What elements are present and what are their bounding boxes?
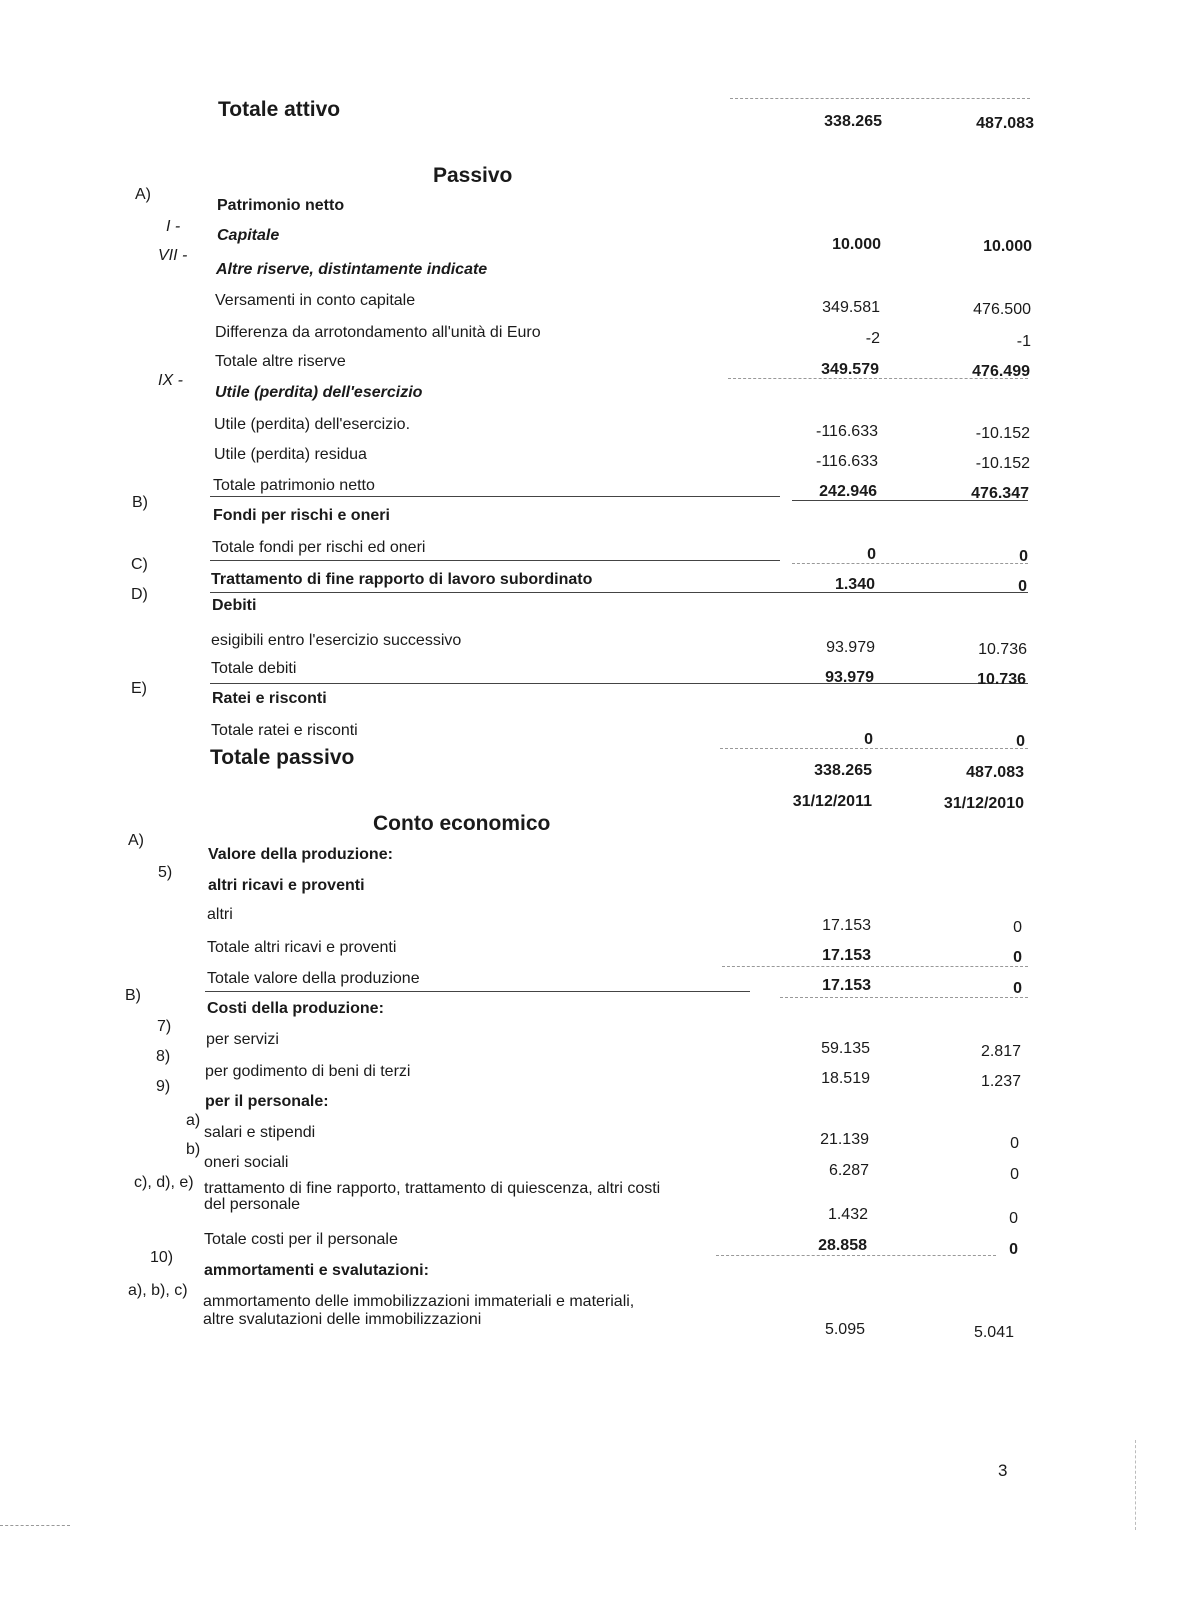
capitale-2011: 10.000 <box>832 236 881 253</box>
totale-attivo-2010: 487.083 <box>976 115 1034 132</box>
esigibili-label: esigibili entro l'esercizio successivo <box>211 632 462 649</box>
utile-esercizio-2011: -116.633 <box>816 423 878 440</box>
esigibili-2010: 10.736 <box>978 641 1027 658</box>
totale-passivo-2010: 487.083 <box>966 764 1024 781</box>
altri-ricavi-label: altri ricavi e proventi <box>208 877 365 894</box>
costi-produzione-label: Costi della produzione: <box>207 1000 384 1017</box>
date-2010: 31/12/2010 <box>943 795 1024 812</box>
rule <box>730 98 1030 99</box>
utile-residua-2010: -10.152 <box>975 455 1030 472</box>
totale-ratei-label: Totale ratei e risconti <box>211 722 358 739</box>
totale-altre-riserve-2010: 476.499 <box>972 363 1030 380</box>
patrimonio-netto-label: Patrimonio netto <box>217 197 345 214</box>
fondi-label: Fondi per rischi e oneri <box>213 507 390 524</box>
passivo-heading: Passivo <box>433 164 513 187</box>
personale-label: per il personale: <box>205 1093 329 1110</box>
salari-2011: 21.139 <box>820 1131 869 1148</box>
tfr-2011: 1.340 <box>834 576 875 593</box>
totale-fondi-2010: 0 <box>1019 548 1028 565</box>
scan-mark <box>0 1525 70 1526</box>
versamenti-label: Versamenti in conto capitale <box>215 292 416 309</box>
totale-altri-ricavi-2011: 17.153 <box>822 947 871 964</box>
totale-debiti-label: Totale debiti <box>211 660 297 677</box>
oneri-sociali-2010: 0 <box>1010 1166 1019 1183</box>
totale-fondi-2011: 0 <box>867 546 876 563</box>
utile-esercizio-2010: -10.152 <box>975 425 1030 442</box>
differenza-2010: -1 <box>1016 333 1031 350</box>
utile-residua-2011: -116.633 <box>816 453 878 470</box>
differenza-2011: -2 <box>865 330 880 347</box>
marker-10: 10) <box>150 1249 174 1266</box>
rule <box>210 560 780 561</box>
marker-5: 5) <box>158 864 173 881</box>
rule <box>210 496 780 497</box>
ammortamento-2010: 5.041 <box>973 1324 1014 1341</box>
marker-b: B) <box>132 494 148 511</box>
totale-valore-produzione-label: Totale valore della produzione <box>207 970 420 987</box>
godimento-2011: 18.519 <box>821 1070 870 1087</box>
totale-altri-ricavi-2010: 0 <box>1013 949 1022 966</box>
salari-2010: 0 <box>1010 1135 1019 1152</box>
ratei-label: Ratei e risconti <box>212 690 327 707</box>
tfr-2010: 0 <box>1018 578 1027 595</box>
date-2011: 31/12/2011 <box>792 793 872 810</box>
marker-vii: VII - <box>158 247 188 264</box>
totale-altre-riserve-label: Totale altre riserve <box>215 353 346 370</box>
trattamento-label-line1: trattamento di fine rapporto, trattamento di quiescenza, altri costi <box>204 1180 661 1197</box>
conto-economico-heading: Conto economico <box>373 812 551 835</box>
debiti-label: Debiti <box>212 597 257 614</box>
oneri-sociali-label: oneri sociali <box>204 1154 289 1171</box>
totale-attivo-2011: 338.265 <box>824 113 882 130</box>
marker-7: 7) <box>157 1018 172 1035</box>
totale-debiti-2010: 10.736 <box>977 671 1026 688</box>
versamenti-2011: 349.581 <box>822 299 880 316</box>
altri-2010: 0 <box>1013 919 1022 936</box>
trattamento-2011: 1.432 <box>827 1206 868 1223</box>
marker-9: 9) <box>156 1078 171 1095</box>
versamenti-2010: 476.500 <box>973 301 1031 318</box>
ammortamento-2011: 5.095 <box>824 1321 865 1338</box>
totale-patrimonio-2011: 242.946 <box>819 483 877 500</box>
servizi-2011: 59.135 <box>821 1040 870 1057</box>
totale-valore-produzione-2011: 17.153 <box>822 977 871 994</box>
utile-esercizio-label: Utile (perdita) dell'esercizio. <box>214 416 411 433</box>
marker-a: A) <box>135 186 151 203</box>
esigibili-2011: 93.979 <box>826 639 875 656</box>
oneri-sociali-2011: 6.287 <box>828 1162 869 1179</box>
capitale-2010: 10.000 <box>983 238 1032 255</box>
capitale-label: Capitale <box>217 227 280 244</box>
totale-valore-produzione-2010: 0 <box>1013 980 1022 997</box>
page-number: 3 <box>998 1461 1008 1480</box>
marker-9cde: c), d), e) <box>134 1174 194 1191</box>
ammortamento-label-line1: ammortamento delle immobilizzazioni immateriali e materiali, <box>203 1293 635 1310</box>
ammortamento-label-line2: altre svalutazioni delle immobilizzazioni <box>203 1311 482 1328</box>
altri-2011: 17.153 <box>822 917 871 934</box>
altri-label: altri <box>207 906 233 923</box>
totale-personale-2010: 0 <box>1009 1241 1018 1258</box>
totale-altre-riserve-2011: 349.579 <box>821 361 879 378</box>
totale-patrimonio-2010: 476.347 <box>971 485 1029 502</box>
servizi-2010: 2.817 <box>980 1043 1021 1060</box>
totale-fondi-label: Totale fondi per rischi ed oneri <box>212 539 426 556</box>
marker-i: I - <box>166 218 181 235</box>
rule <box>205 991 750 992</box>
trattamento-label-line2: del personale <box>204 1196 301 1213</box>
marker-ce-b: B) <box>125 987 141 1004</box>
totale-attivo-label: Totale attivo <box>218 98 341 121</box>
rule <box>210 592 1028 593</box>
marker-e: E) <box>131 680 147 697</box>
marker-d: D) <box>131 586 148 603</box>
totale-ratei-2010: 0 <box>1016 733 1025 750</box>
tfr-label: Trattamento di fine rapporto di lavoro subordinato <box>211 571 593 588</box>
totale-altri-ricavi-label: Totale altri ricavi e proventi <box>207 939 397 956</box>
marker-10abc: a), b), c) <box>128 1282 188 1299</box>
marker-ix: IX - <box>158 372 183 389</box>
totale-personale-2011: 28.858 <box>818 1237 867 1254</box>
differenza-label: Differenza da arrotondamento all'unità di Euro <box>215 324 541 341</box>
ammortamenti-label: ammortamenti e svalutazioni: <box>204 1262 429 1279</box>
trattamento-2010: 0 <box>1009 1210 1018 1227</box>
marker-9b: b) <box>186 1141 201 1158</box>
utile-residua-label: Utile (perdita) residua <box>214 446 367 463</box>
totale-ratei-2011: 0 <box>864 731 873 748</box>
godimento-2010: 1.237 <box>980 1073 1021 1090</box>
totale-patrimonio-label: Totale patrimonio netto <box>213 477 375 494</box>
marker-8: 8) <box>156 1048 171 1065</box>
altre-riserve-label: Altre riserve, distintamente indicate <box>216 261 488 278</box>
totale-personale-label: Totale costi per il personale <box>204 1231 398 1248</box>
totale-passivo-label: Totale passivo <box>210 746 355 769</box>
salari-label: salari e stipendi <box>204 1124 316 1141</box>
valore-produzione-label: Valore della produzione: <box>208 846 393 863</box>
scan-mark <box>1135 1440 1136 1530</box>
totale-debiti-2011: 93.979 <box>825 669 874 686</box>
servizi-label: per servizi <box>206 1031 279 1048</box>
utile-heading-label: Utile (perdita) dell'esercizio <box>215 384 423 401</box>
totale-passivo-2011: 338.265 <box>814 762 872 779</box>
marker-c: C) <box>131 556 148 573</box>
marker-ce-a: A) <box>128 832 144 849</box>
godimento-label: per godimento di beni di terzi <box>205 1063 411 1080</box>
marker-9a: a) <box>186 1112 201 1129</box>
